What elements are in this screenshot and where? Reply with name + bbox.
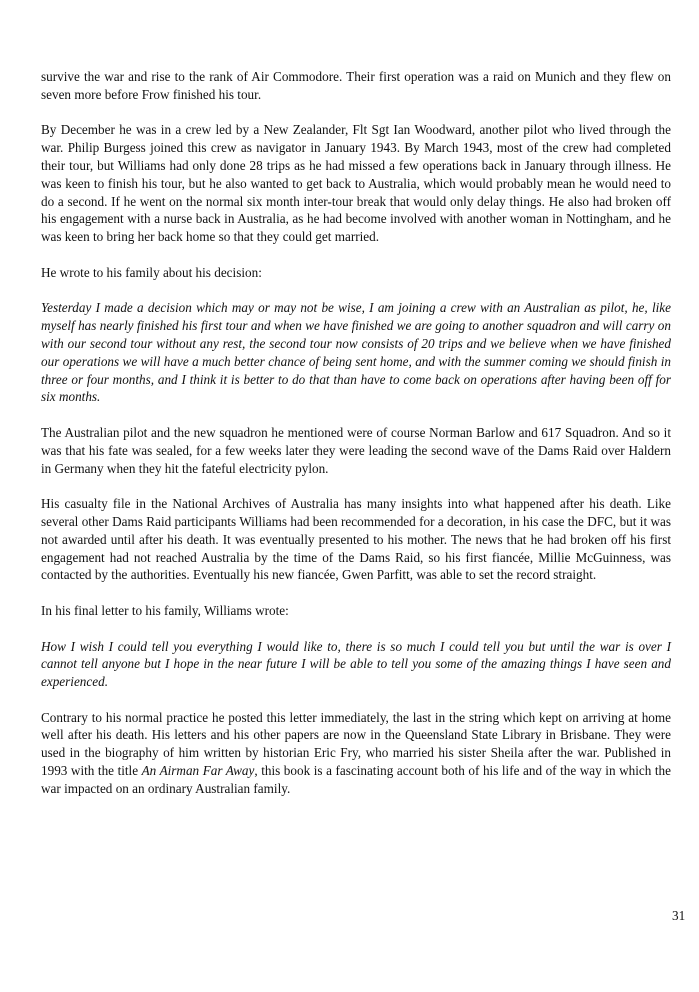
document-page: [41, 68, 671, 815]
paragraph-final-letter-intro: In his final letter to his family, Williams wrote:: [41, 602, 289, 618]
paragraph-air-commodore: survive the war and rise to the rank of Air Commodore. Their first operation was a raid on Munich and they flew on seven more before Frow finished his tour.: [41, 69, 671, 102]
biography-text-after: , this book is a fascinating account both of his life and of the way in which the war impacted on an ordinary Australian family.: [41, 763, 671, 796]
biography-text-before: Contrary to his normal practice he posted this letter immediately, the last in the string which kept on arriving at home well after his death. His letters and his other papers are now in the Queensland State Library in Brisbane. They were used in the biography of him written by historian Eric Fry, who married his sister Sheila after the war. Published in 1993 with the title: [41, 709, 671, 779]
page-number: 31: [672, 908, 686, 923]
paragraph-casualty-file: His casualty file in the National Archives of Australia has many insights into what happened after his death. Like several other Dams Raid participants Williams had been recommended for a decoration, in his case the DFC, but it was not awarded until after his death. It was eventually presented to his mother. The news that he had broken off his first engagement had not reached Australia by the time of the Dams Raid, so his first fiancée, Millie McGuinness, was contacted by the authorities. Eventually his new fiancée, Gwen Parfitt, was able to set the record straight.: [41, 496, 671, 583]
quote-decision-letter: Yesterday I made a decision which may or may not be wise, I am joining a crew with an Australian as pilot, he, like myself has nearly finished his first tour and when we have finished we are going to another squadron and will carry on with our second tour without any rest, the second tour now consists of 20 trips and we believe when we have finished our operations we will have a much better chance of being sent home, and with the summer coming we should finish in three or four months, and I think it is better to do that than have to come back on operations after having been off for six months.: [41, 300, 671, 405]
paragraph-letter-intro: He wrote to his family about his decision:: [41, 264, 262, 280]
paragraph-biography: [41, 709, 671, 798]
paragraph-barlow-617-squadron: The Australian pilot and the new squadron he mentioned were of course Norman Barlow and 617 Squadron. And so it was that his fate was sealed, for a few weeks later they were leading the second wave of the Dams Raid over Haldern in Germany when they hit the fateful electricity pylon.: [41, 424, 671, 476]
paragraph-woodward-crew: By December he was in a crew led by a New Zealander, Flt Sgt Ian Woodward, another pilot who lived through the war. Philip Burgess joined this crew as navigator in January 1943. By March 1943, most of the crew had completed their tour, but Williams had only done 28 trips as he had missed a few operations back in January through illness. He was keen to finish his tour, but he also wanted to get back to Australia, which would probably mean he would need to do a second. If he went on the normal six month inter-tour break that would only delay things. He also had broken off his engagement with a nurse back in Australia, as he had become involved with another woman in Nottingham, and he was keen to bring her back home so that they could get married.: [41, 122, 671, 245]
book-title: An Airman Far Away: [141, 763, 255, 779]
quote-final-letter: How I wish I could tell you everything I would like to, there is so much I could tell you but until the war is over I cannot tell anyone but I hope in the near future I will be able to tell you some of the amazing things I have seen and experienced.: [41, 638, 671, 690]
